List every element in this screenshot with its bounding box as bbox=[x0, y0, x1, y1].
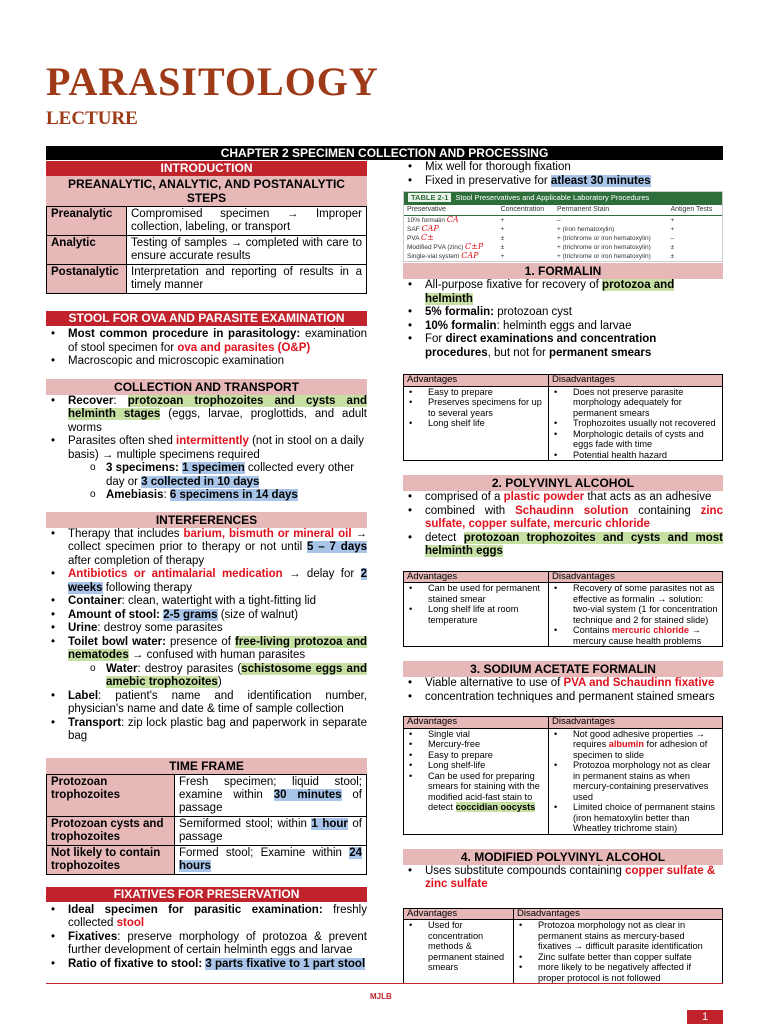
list-item: • 10% formalin: helminth eggs and larvae bbox=[403, 320, 723, 334]
list-item: • Antibiotics or antimalarial medication → delay for 2 weeks following therapy bbox=[46, 568, 367, 595]
list-item: • Morphologic details of cysts and eggs fade with time bbox=[551, 429, 720, 450]
list-item: • combined with Schaudinn solution containing zinc sulfate, copper sulfate, mercuric chloride bbox=[403, 505, 723, 532]
table-row: Modified PVA (zinc) C±P ± + (trichrome or iron hematoxylin) ± bbox=[407, 242, 675, 251]
table-row bbox=[47, 774, 367, 816]
list-item: • Easy to prepare bbox=[406, 750, 546, 761]
table-row bbox=[47, 816, 367, 845]
list-item: • Long shelf life at room temperature bbox=[406, 604, 546, 625]
list-item: • more likely to be negatively affected if proper protocol is not followed bbox=[516, 962, 720, 983]
list-item: • Does not preserve parasite morphology adequately for permanent smears bbox=[551, 387, 720, 419]
time-frame-label: Protozoan trophozoites bbox=[47, 774, 175, 816]
disadvantages-header: Disadvantages bbox=[549, 571, 723, 583]
sub-list bbox=[68, 663, 367, 690]
list-item: • Macroscopic and microscopic examination bbox=[46, 355, 367, 369]
list-item: • Can be used for permanent stained smear bbox=[406, 583, 546, 604]
collection-list bbox=[46, 395, 367, 503]
time-frame-text: Formed stool; Examine within 24 hours bbox=[175, 845, 367, 874]
handwritten-mark: C±P bbox=[465, 242, 484, 251]
list-item: o 3 specimens: 1 specimen collected every other day or 3 collected in 10 days bbox=[68, 462, 367, 489]
list-item: • Recovery of some parasites not as effective as formalin → solution: two-vial system (1 for concentration technique and 2 for stained slide) bbox=[551, 583, 720, 625]
list-item: • Protozoa morphology not as clear in permanent stains as mercury-based fixatives → difficult parasite identification bbox=[516, 920, 720, 952]
list-item: • All-purpose fixative for recovery of protozoa and helminth bbox=[403, 279, 723, 306]
page-title: PARASITOLOGY bbox=[46, 59, 379, 104]
collection-heading: COLLECTION AND TRANSPORT bbox=[46, 379, 367, 395]
list-item: • Used for concentration methods & permanent stained smears bbox=[406, 920, 511, 973]
advantages-header: Advantages bbox=[404, 908, 514, 920]
step-label: Postanalytic bbox=[47, 265, 127, 294]
list-item: • Trophozoites usually not recovered bbox=[551, 418, 720, 429]
step-label: Preanalytic bbox=[47, 207, 127, 236]
interferences-heading: INTERFERENCES bbox=[46, 512, 367, 528]
list-item: • Urine: destroy some parasites bbox=[46, 622, 367, 636]
figure-table bbox=[404, 205, 722, 261]
list-item: • Transport: zip lock plastic bag and paperwork in separate bag bbox=[46, 717, 367, 744]
mpva-adv-table bbox=[403, 908, 723, 985]
list-item: • Long shelf life bbox=[406, 418, 546, 429]
chapter-banner: CHAPTER 2 SPECIMEN COLLECTION AND PROCESSING bbox=[46, 146, 723, 160]
table-row bbox=[47, 207, 367, 236]
fixatives-heading: FIXATIVES FOR PRESERVATION bbox=[46, 887, 367, 902]
list-item: • Therapy that includes barium, bismuth or mineral oil → collect specimen prior to therapy or not until 5 – 7 days after completion of therapy bbox=[46, 528, 367, 569]
step-text: Testing of samples → completed with care to ensure accurate results bbox=[127, 236, 367, 265]
step-label: Analytic bbox=[47, 236, 127, 265]
list-item: • Parasites often shed intermittently (not in stool on a daily basis) → multiple specimens required o 3 specimens: 1 specimen collected every other day or 3 collected in 10 days o Amebiasis: 6 specimens in 14 days bbox=[46, 435, 367, 503]
list-item: • Preserves specimens for up to several years bbox=[406, 397, 546, 418]
list-item: • Long shelf-life bbox=[406, 760, 546, 771]
list-item: • Mix well for thorough fixation bbox=[403, 161, 723, 175]
steps-table bbox=[46, 206, 367, 294]
mpva-list bbox=[403, 865, 723, 892]
page-number: 1 bbox=[687, 1010, 723, 1024]
saf-list bbox=[403, 677, 723, 704]
time-frame-text: Semiformed stool; within 1 hour of passage bbox=[175, 816, 367, 845]
stool-exam-list bbox=[46, 328, 367, 369]
interferences-list bbox=[46, 528, 367, 744]
handwritten-mark: CAP bbox=[461, 251, 479, 260]
time-frame-label: Not likely to contain trophozoites bbox=[47, 845, 175, 874]
time-frame-text: Fresh specimen; liquid stool; examine within 30 minutes of passage bbox=[175, 774, 367, 816]
table-row bbox=[47, 236, 367, 265]
left-column bbox=[46, 161, 367, 971]
list-item: • Most common procedure in parasitology: examination of stool specimen for ova and parasites (O&P) bbox=[46, 328, 367, 355]
step-text: Compromised specimen → Improper collection, labeling, or transport bbox=[127, 207, 367, 236]
list-item: • Recover: protozoan trophozoites and cysts and helminth stages (eggs, larvae, proglottids, and adult worms bbox=[46, 395, 367, 436]
pva-heading: 2. POLYVINYL ALCOHOL bbox=[403, 475, 723, 491]
time-frame-table bbox=[46, 774, 367, 875]
formalin-heading: 1. FORMALIN bbox=[403, 263, 723, 279]
handwritten-mark: C± bbox=[420, 233, 434, 242]
pva-adv-table bbox=[403, 571, 723, 648]
saf-heading: 3. SODIUM ACETATE FORMALIN bbox=[403, 661, 723, 677]
list-item: • Ideal specimen for parasitic examination: freshly collected stool bbox=[46, 904, 367, 931]
table-header-row: Preservative Concentration Permanent Stain Antigen Tests bbox=[404, 205, 722, 216]
table-row: Single-vial system CAP + + (trichrome or iron hematoxylin) ± bbox=[407, 251, 675, 260]
step-text: Interpretation and reporting of results in a timely manner bbox=[127, 265, 367, 294]
list-item: • For direct examinations and concentration procedures, but not for permanent smears bbox=[403, 333, 723, 360]
formalin-adv-table bbox=[403, 374, 723, 461]
list-item: • Protozoa morphology not as clear in permanent stains as when mercury-containing preservatives used bbox=[551, 760, 720, 802]
advantages-header: Advantages bbox=[404, 375, 549, 387]
list-item: • Ratio of fixative to stool: 3 parts fixative to 1 part stool bbox=[46, 958, 367, 972]
list-item: • detect protozoan trophozoites and cysts and most helminth eggs bbox=[403, 532, 723, 559]
table-row: PVA C± ± + (trichrome or iron hematoxylin) – bbox=[407, 233, 675, 242]
list-item: • Container: clean, watertight with a tight-fitting lid bbox=[46, 595, 367, 609]
advantages-header: Advantages bbox=[404, 717, 549, 729]
fixatives-list bbox=[46, 904, 367, 972]
page-subtitle: LECTURE bbox=[46, 108, 138, 129]
sub-list bbox=[68, 462, 367, 503]
mpva-heading: 4. MODIFIED POLYVINYL ALCOHOL bbox=[403, 849, 723, 865]
list-item: • Limited choice of permanent stains (iron hematoxylin better than Wheatley trichrome stain) bbox=[551, 802, 720, 834]
list-item: • comprised of a plastic powder that acts as an adhesive bbox=[403, 491, 723, 505]
disadvantages-header: Disadvantages bbox=[549, 717, 723, 729]
list-item: • Uses substitute compounds containing copper sulfate & zinc sulfate bbox=[403, 865, 723, 892]
list-item: o Amebiasis: 6 specimens in 14 days bbox=[68, 489, 367, 503]
list-item: o Water: destroy parasites (schistosome eggs and amebic trophozoites) bbox=[68, 663, 367, 690]
list-item: • concentration techniques and permanent stained smears bbox=[403, 691, 723, 705]
list-item: • Easy to prepare bbox=[406, 387, 546, 398]
formalin-list bbox=[403, 279, 723, 360]
steps-subheading: PREANALYTIC, ANALYTIC, AND POSTANALYTIC STEPS bbox=[46, 176, 367, 206]
list-item: • Potential health hazard bbox=[551, 450, 720, 461]
stool-exam-heading: STOOL FOR OVA AND PARASITE EXAMINATION bbox=[46, 311, 367, 326]
advantages-header: Advantages bbox=[404, 571, 549, 583]
figure-caption: TABLE 2-1 Stool Preservatives and Applicable Laboratory Procedures bbox=[404, 192, 722, 205]
fixation-list bbox=[403, 161, 723, 188]
list-item: • Contains mercuric chloride → mercury cause health problems bbox=[551, 625, 720, 646]
list-item: • Fixed in preservative for atleast 30 minutes bbox=[403, 175, 723, 189]
time-frame-heading: TIME FRAME bbox=[46, 758, 367, 774]
list-item: • Single vial bbox=[406, 729, 546, 740]
table-row: SAF CAP + + (iron hematoxylin) + bbox=[407, 224, 675, 233]
list-item: • Can be used for preparing smears for staining with the modified acid-fast stain to detect coccidian oocysts bbox=[406, 771, 546, 813]
time-frame-label: Protozoan cysts and trophozoites bbox=[47, 816, 175, 845]
footer-initials: MJLB bbox=[370, 992, 392, 1001]
saf-adv-table bbox=[403, 716, 723, 835]
introduction-heading: INTRODUCTION bbox=[46, 161, 367, 176]
disadvantages-header: Disadvantages bbox=[514, 908, 723, 920]
list-item: • Mercury-free bbox=[406, 739, 546, 750]
list-item: • Amount of stool: 2-5 grams (size of walnut) bbox=[46, 609, 367, 623]
table-row: 10% formalin CA + – + bbox=[407, 215, 675, 224]
footer-divider bbox=[46, 983, 723, 984]
table-row bbox=[47, 265, 367, 294]
list-item: • 5% formalin: protozoan cyst bbox=[403, 306, 723, 320]
list-item: • Viable alternative to use of PVA and Schaudinn fixative bbox=[403, 677, 723, 691]
handwritten-mark: CA bbox=[446, 215, 459, 224]
preservatives-table-image bbox=[403, 191, 723, 262]
pva-list bbox=[403, 491, 723, 559]
table-row bbox=[47, 845, 367, 874]
right-column bbox=[403, 161, 723, 984]
list-item: • Zinc sulfate better than copper sulfate bbox=[516, 952, 720, 963]
list-item: • Not good adhesive properties → requires albumin for adhesion of specimen to slide bbox=[551, 729, 720, 761]
list-item: • Fixatives: preserve morphology of protozoa & prevent further development of certain helminth eggs and larvae bbox=[46, 931, 367, 958]
list-item: • Toilet bowl water: presence of free-living protozoa and nematodes → confused with human parasites o Water: destroy parasites (schistosome eggs and amebic trophozoites) bbox=[46, 636, 367, 690]
disadvantages-header: Disadvantages bbox=[549, 375, 723, 387]
handwritten-mark: CAP bbox=[421, 224, 439, 233]
list-item: • Label: patient's name and identification number, physician's name and date & time of sample collection bbox=[46, 690, 367, 717]
